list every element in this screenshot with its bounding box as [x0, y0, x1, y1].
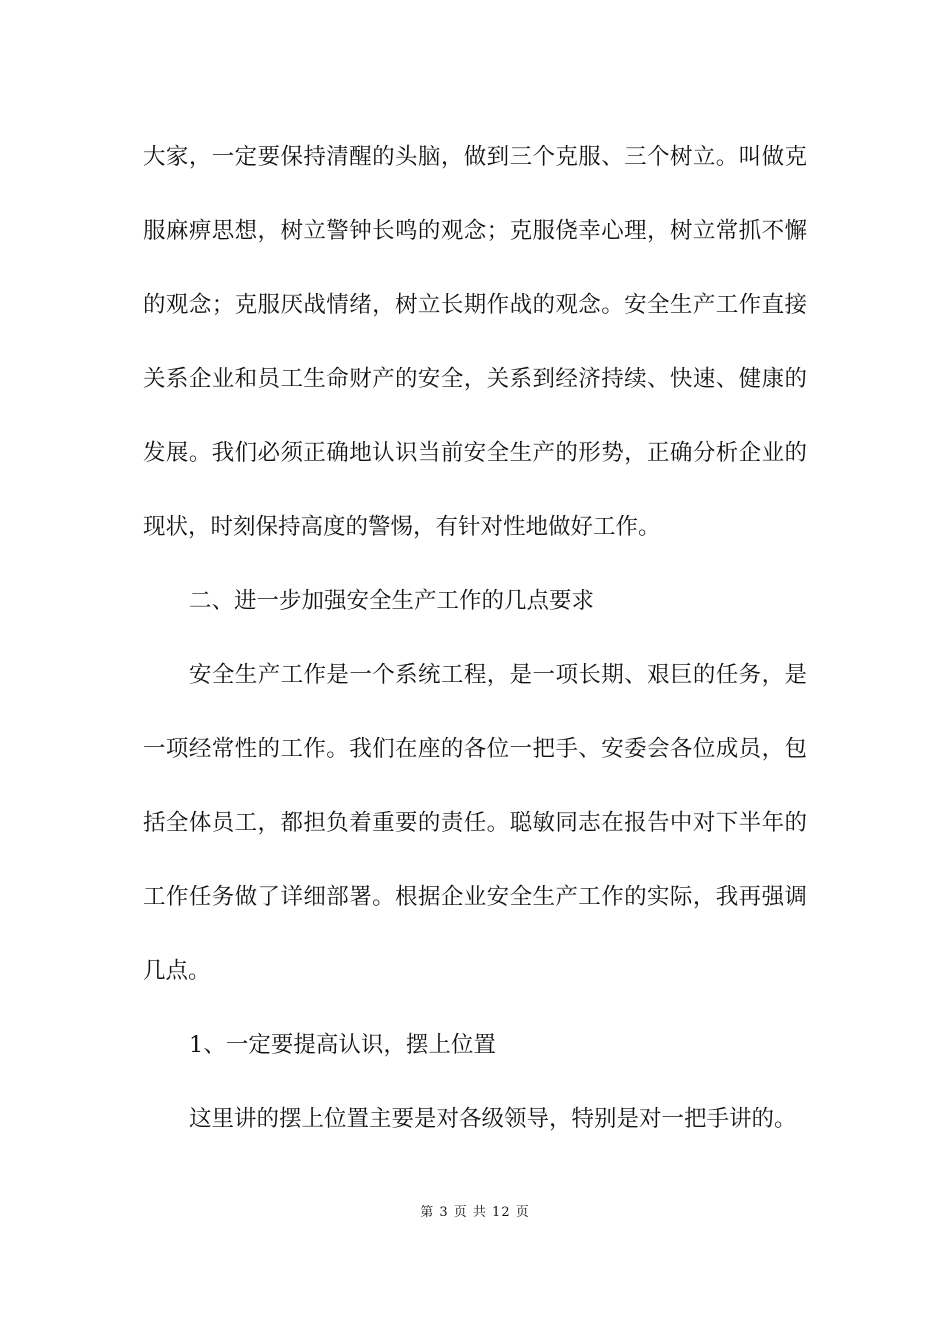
page-number-footer: 第 3 页 共 12 页 — [420, 1205, 530, 1220]
paragraph-line: 关系企业和员工生命财产的安全，关系到经济持续、快速、健康的 — [143, 366, 807, 392]
subsection-heading: 1、一定要提高认识，摆上位置 — [189, 1032, 496, 1058]
paragraph-line: 现状，时刻保持高度的警惕，有针对性地做好工作。 — [143, 514, 661, 540]
paragraph-line: 这里讲的摆上位置主要是对各级领导，特别是对一把手讲的。 — [189, 1106, 797, 1132]
paragraph-line: 的观念；克服厌战情绪，树立长期作战的观念。安全生产工作直接 — [143, 292, 807, 318]
paragraph-line: 服麻痹思想，树立警钟长鸣的观念；克服侥幸心理，树立常抓不懈 — [143, 218, 807, 244]
paragraph-line: 工作任务做了详细部署。根据企业安全生产工作的实际，我再强调 — [143, 884, 807, 910]
paragraph-line: 发展。我们必须正确地认识当前安全生产的形势，正确分析企业的 — [143, 440, 807, 466]
paragraph-line: 一项经常性的工作。我们在座的各位一把手、安委会各位成员，包 — [143, 736, 807, 762]
paragraph-line: 几点。 — [143, 958, 211, 984]
paragraph-line: 安全生产工作是一个系统工程，是一项长期、艰巨的任务，是 — [189, 662, 807, 688]
paragraph-line: 括全体员工，都担负着重要的责任。聪敏同志在报告中对下半年的 — [143, 810, 807, 836]
section-heading: 二、进一步加强安全生产工作的几点要求 — [189, 588, 595, 614]
paragraph-line: 大家，一定要保持清醒的头脑，做到三个克服、三个树立。叫做克 — [143, 144, 807, 170]
